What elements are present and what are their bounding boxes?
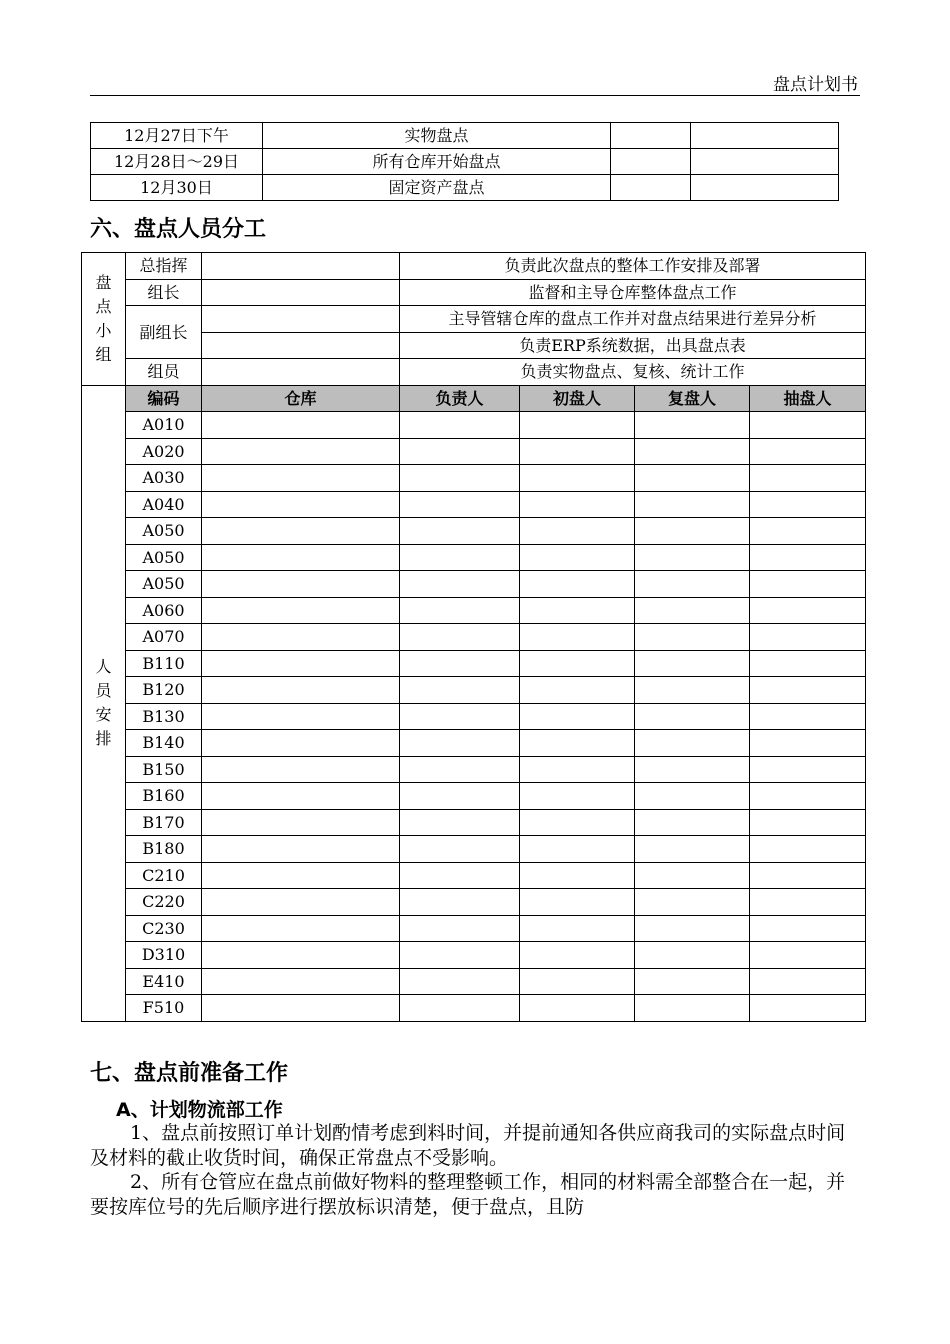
empty-cell bbox=[520, 836, 635, 863]
empty-cell bbox=[202, 491, 400, 518]
staff-header-row bbox=[82, 385, 866, 412]
duty-cell: 负责ERP系统数据，出具盘点表 bbox=[400, 332, 866, 359]
empty-cell bbox=[635, 571, 750, 598]
table-row bbox=[82, 889, 866, 916]
empty-cell bbox=[202, 968, 400, 995]
name-cell bbox=[202, 253, 400, 280]
staff-label: 人 员 安 排 bbox=[82, 385, 126, 1021]
task-cell: 实物盘点 bbox=[263, 123, 611, 149]
empty-cell bbox=[750, 571, 866, 598]
empty-cell bbox=[750, 412, 866, 439]
table-row bbox=[82, 544, 866, 571]
name-cell bbox=[202, 306, 400, 333]
empty-cell bbox=[520, 518, 635, 545]
staff-table bbox=[81, 252, 866, 1022]
empty-cell bbox=[635, 491, 750, 518]
table-row bbox=[82, 412, 866, 439]
empty-cell bbox=[400, 915, 520, 942]
empty-cell bbox=[520, 491, 635, 518]
empty-cell bbox=[750, 995, 866, 1022]
empty-cell bbox=[202, 412, 400, 439]
empty-cell bbox=[400, 942, 520, 969]
code-cell: B180 bbox=[126, 836, 202, 863]
column-header: 仓库 bbox=[202, 385, 400, 412]
empty-cell bbox=[202, 915, 400, 942]
header-title: 盘点计划书 bbox=[773, 75, 858, 95]
row-commander bbox=[82, 253, 866, 280]
empty-cell bbox=[635, 756, 750, 783]
empty-cell bbox=[635, 438, 750, 465]
empty-cell bbox=[202, 624, 400, 651]
empty-cell bbox=[400, 677, 520, 704]
empty-cell bbox=[202, 730, 400, 757]
schedule-table bbox=[90, 122, 839, 201]
empty-cell bbox=[400, 571, 520, 598]
empty-cell bbox=[635, 465, 750, 492]
code-cell: F510 bbox=[126, 995, 202, 1022]
code-cell: B170 bbox=[126, 809, 202, 836]
schedule-row bbox=[91, 123, 839, 149]
empty-cell bbox=[520, 995, 635, 1022]
empty-cell bbox=[635, 915, 750, 942]
table-row bbox=[82, 809, 866, 836]
empty-cell bbox=[520, 438, 635, 465]
paragraph-1: 1、盘点前按照订单计划酌情考虑到料时间，并提前通知各供应商我司的实际盘点时间及材料的截止收货时间，确保正常盘点不受影响。 bbox=[90, 1122, 846, 1169]
task-cell: 所有仓库开始盘点 bbox=[263, 149, 611, 175]
empty-cell bbox=[635, 783, 750, 810]
code-cell: A050 bbox=[126, 518, 202, 545]
code-cell: C230 bbox=[126, 915, 202, 942]
code-cell: C220 bbox=[126, 889, 202, 916]
empty-cell bbox=[520, 650, 635, 677]
column-header: 抽盘人 bbox=[750, 385, 866, 412]
empty-cell bbox=[520, 968, 635, 995]
empty-cell bbox=[400, 438, 520, 465]
empty-cell bbox=[400, 995, 520, 1022]
table-row bbox=[82, 703, 866, 730]
empty-cell bbox=[202, 465, 400, 492]
empty-cell bbox=[520, 889, 635, 916]
name-cell bbox=[202, 359, 400, 386]
empty-cell bbox=[635, 518, 750, 545]
row-deputy-1 bbox=[82, 306, 866, 333]
empty-cell bbox=[520, 597, 635, 624]
code-cell: B130 bbox=[126, 703, 202, 730]
empty-cell bbox=[750, 544, 866, 571]
empty-cell bbox=[202, 756, 400, 783]
empty-cell bbox=[635, 730, 750, 757]
empty-cell bbox=[400, 730, 520, 757]
empty-cell bbox=[202, 438, 400, 465]
empty-cell bbox=[750, 465, 866, 492]
empty-cell bbox=[520, 915, 635, 942]
code-cell: B120 bbox=[126, 677, 202, 704]
table-row bbox=[82, 650, 866, 677]
empty-cell bbox=[635, 624, 750, 651]
empty-cell bbox=[611, 175, 691, 201]
empty-cell bbox=[202, 544, 400, 571]
empty-cell bbox=[635, 677, 750, 704]
table-row bbox=[82, 730, 866, 757]
empty-cell bbox=[520, 624, 635, 651]
empty-cell bbox=[400, 412, 520, 439]
empty-cell bbox=[750, 677, 866, 704]
column-header: 负责人 bbox=[400, 385, 520, 412]
table-row bbox=[82, 995, 866, 1022]
empty-cell bbox=[400, 809, 520, 836]
empty-cell bbox=[635, 809, 750, 836]
empty-cell bbox=[520, 412, 635, 439]
duty-cell: 负责此次盘点的整体工作安排及部署 bbox=[400, 253, 866, 280]
task-cell: 固定资产盘点 bbox=[263, 175, 611, 201]
empty-cell bbox=[750, 624, 866, 651]
name-cell bbox=[202, 332, 400, 359]
empty-cell bbox=[635, 597, 750, 624]
empty-cell bbox=[400, 465, 520, 492]
code-cell: B150 bbox=[126, 756, 202, 783]
table-row bbox=[82, 438, 866, 465]
code-cell: A040 bbox=[126, 491, 202, 518]
table-row bbox=[82, 624, 866, 651]
empty-cell bbox=[635, 995, 750, 1022]
empty-cell bbox=[400, 968, 520, 995]
code-cell: A070 bbox=[126, 624, 202, 651]
code-cell: A020 bbox=[126, 438, 202, 465]
date-cell: 12月28日～29日 bbox=[91, 149, 263, 175]
empty-cell bbox=[400, 650, 520, 677]
empty-cell bbox=[202, 677, 400, 704]
table-row bbox=[82, 756, 866, 783]
empty-cell bbox=[635, 968, 750, 995]
empty-cell bbox=[520, 809, 635, 836]
table-row bbox=[82, 942, 866, 969]
header-rule bbox=[90, 95, 860, 96]
section-6-title: 六、盘点人员分工 bbox=[90, 217, 267, 242]
empty-cell bbox=[750, 836, 866, 863]
code-cell: A050 bbox=[126, 544, 202, 571]
empty-cell bbox=[400, 703, 520, 730]
empty-cell bbox=[202, 650, 400, 677]
empty-cell bbox=[202, 942, 400, 969]
table-row bbox=[82, 915, 866, 942]
table-row bbox=[82, 783, 866, 810]
empty-cell bbox=[691, 149, 839, 175]
empty-cell bbox=[400, 783, 520, 810]
role-cell: 副组长 bbox=[126, 306, 202, 359]
empty-cell bbox=[691, 123, 839, 149]
empty-cell bbox=[202, 836, 400, 863]
name-cell bbox=[202, 279, 400, 306]
table-row bbox=[82, 571, 866, 598]
empty-cell bbox=[635, 650, 750, 677]
code-cell: A010 bbox=[126, 412, 202, 439]
table-row bbox=[82, 518, 866, 545]
column-header: 初盘人 bbox=[520, 385, 635, 412]
empty-cell bbox=[750, 862, 866, 889]
duty-cell: 主导管辖仓库的盘点工作并对盘点结果进行差异分析 bbox=[400, 306, 866, 333]
empty-cell bbox=[750, 703, 866, 730]
subsection-a-title: A、计划物流部工作 bbox=[116, 1099, 283, 1121]
empty-cell bbox=[635, 836, 750, 863]
empty-cell bbox=[750, 438, 866, 465]
date-cell: 12月27日下午 bbox=[91, 123, 263, 149]
empty-cell bbox=[202, 571, 400, 598]
empty-cell bbox=[400, 624, 520, 651]
section-7-title: 七、盘点前准备工作 bbox=[90, 1061, 289, 1086]
empty-cell bbox=[202, 862, 400, 889]
empty-cell bbox=[750, 756, 866, 783]
schedule-row bbox=[91, 175, 839, 201]
empty-cell bbox=[202, 889, 400, 916]
empty-cell bbox=[750, 942, 866, 969]
table-row bbox=[82, 836, 866, 863]
empty-cell bbox=[750, 809, 866, 836]
paragraph-2: 2、所有仓管应在盘点前做好物料的整理整顿工作，相同的材料需全部整合在一起，并要按库位号的先后顺序进行摆放标识清楚，便于盘点，且防 bbox=[90, 1171, 846, 1218]
empty-cell bbox=[520, 465, 635, 492]
code-cell: A030 bbox=[126, 465, 202, 492]
code-cell: C210 bbox=[126, 862, 202, 889]
empty-cell bbox=[202, 703, 400, 730]
empty-cell bbox=[400, 544, 520, 571]
table-row bbox=[82, 968, 866, 995]
empty-cell bbox=[520, 677, 635, 704]
duty-cell: 负责实物盘点、复核、统计工作 bbox=[400, 359, 866, 386]
code-cell: D310 bbox=[126, 942, 202, 969]
empty-cell bbox=[750, 650, 866, 677]
empty-cell bbox=[611, 149, 691, 175]
empty-cell bbox=[520, 756, 635, 783]
empty-cell bbox=[520, 571, 635, 598]
empty-cell bbox=[635, 703, 750, 730]
code-cell: E410 bbox=[126, 968, 202, 995]
empty-cell bbox=[202, 597, 400, 624]
empty-cell bbox=[202, 518, 400, 545]
empty-cell bbox=[691, 175, 839, 201]
column-header: 复盘人 bbox=[635, 385, 750, 412]
role-cell: 组长 bbox=[126, 279, 202, 306]
row-member bbox=[82, 359, 866, 386]
empty-cell bbox=[635, 544, 750, 571]
empty-cell bbox=[635, 412, 750, 439]
code-cell: B110 bbox=[126, 650, 202, 677]
empty-cell bbox=[520, 862, 635, 889]
empty-cell bbox=[750, 889, 866, 916]
role-cell: 总指挥 bbox=[126, 253, 202, 280]
table-row bbox=[82, 597, 866, 624]
empty-cell bbox=[202, 809, 400, 836]
empty-cell bbox=[520, 703, 635, 730]
empty-cell bbox=[400, 836, 520, 863]
empty-cell bbox=[400, 889, 520, 916]
empty-cell bbox=[400, 491, 520, 518]
empty-cell bbox=[202, 995, 400, 1022]
empty-cell bbox=[400, 518, 520, 545]
empty-cell bbox=[400, 756, 520, 783]
column-header: 编码 bbox=[126, 385, 202, 412]
role-cell: 组员 bbox=[126, 359, 202, 386]
group-label: 盘 点 小 组 bbox=[82, 253, 126, 386]
date-cell: 12月30日 bbox=[91, 175, 263, 201]
empty-cell bbox=[520, 942, 635, 969]
empty-cell bbox=[750, 518, 866, 545]
code-cell: A050 bbox=[126, 571, 202, 598]
table-row bbox=[82, 677, 866, 704]
empty-cell bbox=[520, 783, 635, 810]
empty-cell bbox=[750, 491, 866, 518]
empty-cell bbox=[611, 123, 691, 149]
empty-cell bbox=[750, 915, 866, 942]
empty-cell bbox=[635, 942, 750, 969]
empty-cell bbox=[400, 862, 520, 889]
code-cell: B140 bbox=[126, 730, 202, 757]
empty-cell bbox=[750, 730, 866, 757]
empty-cell bbox=[635, 889, 750, 916]
table-row bbox=[82, 491, 866, 518]
empty-cell bbox=[750, 968, 866, 995]
empty-cell bbox=[400, 597, 520, 624]
empty-cell bbox=[750, 597, 866, 624]
duty-cell: 监督和主导仓库整体盘点工作 bbox=[400, 279, 866, 306]
empty-cell bbox=[202, 783, 400, 810]
code-cell: A060 bbox=[126, 597, 202, 624]
empty-cell bbox=[520, 730, 635, 757]
table-row bbox=[82, 862, 866, 889]
code-cell: B160 bbox=[126, 783, 202, 810]
schedule-row bbox=[91, 149, 839, 175]
empty-cell bbox=[750, 783, 866, 810]
empty-cell bbox=[635, 862, 750, 889]
table-row bbox=[82, 465, 866, 492]
empty-cell bbox=[520, 544, 635, 571]
row-leader bbox=[82, 279, 866, 306]
